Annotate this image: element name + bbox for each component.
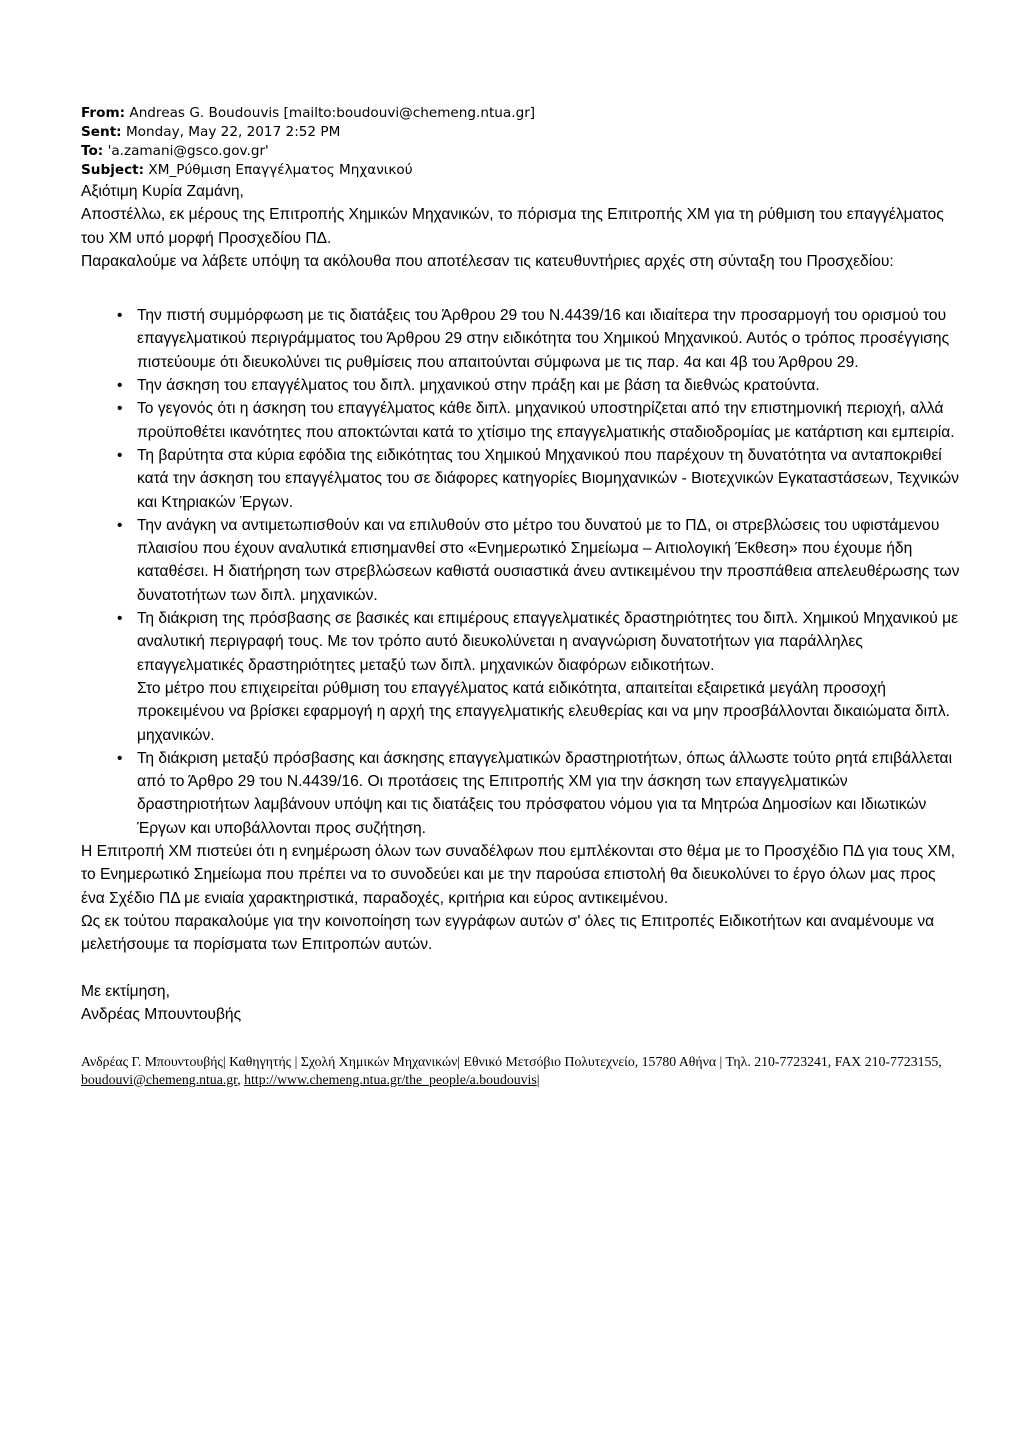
to-label: To: [81,143,104,159]
sent-row [81,123,961,142]
principles-list [81,304,961,840]
from-row [81,104,961,123]
list-item-extra-text: Στο μέτρο που επιχειρείται ρύθμιση του επαγγέλματος κατά ειδικότητα, απαιτείται εξαιρετικά μεγάλη προσοχή προκειμένου να βρίσκει εφαρμογή η αρχή της επαγγελματικής ελευθερίας και να μην προσβάλλονται δικαιώματα διπλ. μηχανικών. [137,679,950,744]
signature-details: Ανδρέας Γ. Μπουντουβής| Καθηγητής | Σχολή Χημικών Μηχανικών| Εθνικό Μετσόβιο Πολυτεχνείο, 15780 Αθήνα | Τηλ. 210-7723241, FAX 210-7723155, [81,1054,942,1070]
bullet-icon: • [117,307,123,325]
bullet-icon: • [117,749,123,767]
closing-text: Με εκτίμηση, [81,982,170,1000]
list-item-text: Την πιστή συμμόρφωση με τις διατάξεις του Άρθρου 29 του Ν.4439/16 και ιδιαίτερα την προσαρμογή του ορισμού του επαγγελματικού περιγράμματος του Άρθρου 29 στην ειδικότητα του Χημικού Μηχανικού. Αυτός ο τρόπος προσέγγισης πιστεύουμε ότι διευκολύνει τις ρυθμίσεις που απαιτούνται σύμφωνα με τις παρ. 4α και 4β του Άρθρου 29. [137,307,950,371]
list-item-text: Τη βαρύτητα στα κύρια εφόδια της ειδικότητας του Χημικού Μηχανικού που παρέχουν τη δυνατότητα να ανταποκριθεί κατά την άσκηση του επαγγέλματος του σε διάφορες κατηγορίες Βιομηχανικών - Βιοτεχνικών Εγκαταστάσεων, Τεχνικών και Κτηριακών Έργων. [137,446,959,511]
bullet-icon: • [117,610,123,628]
greeting: Αξιότιμη Κυρία Ζαμάνη, [81,183,244,200]
subject-row [81,161,961,180]
bullet-icon: • [117,400,123,418]
list-item [81,397,961,444]
subject-value: ΧΜ_Ρύθμιση Επαγγέλματος Μηχανικού [148,162,413,178]
list-item-text: Το γεγονός ότι η άσκηση του επαγγέλματος κάθε διπλ. μηχανικού υποστηρίζεται από την επιστημονική περιοχή, αλλά προϋποθέτει ικανότητες που αποκτώνται κατά το χτίσιμο της επαγγελματικής σταδιοδρομίας με κατάρτιση και εμπειρία. [137,400,955,441]
list-item [81,747,961,840]
email-body [81,180,961,1026]
to-row [81,142,961,161]
list-item-text: Τη διάκριση της πρόσβασης σε βασικές και επιμέρους επαγγελματικές δραστηριότητες του διπλ. Χημικού Μηχανικού με αναλυτική περιγραφή τους. Με τον τρόπο αυτό διευκολύνεται η αναγνώριση δυνατοτήτων για παράλληλες επαγγελματικές δραστηριότητες μεταξύ των διπλ. μηχανικών διαφόρων ειδικοτήτων. [137,610,959,674]
list-item-text: Την ανάγκη να αντιμετωπισθούν και να επιλυθούν στο μέτρο του δυνατού με το ΠΔ, οι στρεβλώσεις του υφιστάμενου πλαισίου που έχουν αναλυτικά επισημανθεί στο «Ενημερωτικό Σημείωμα – Αιτιολογική Έκθεση» που έχουμε ήδη καταθέσει. Η διατήρηση των στρεβλώσεων καθιστά ουσιαστικά άνευ αντικειμένου την προσπάθεια απελευθέρωσης των δυνατοτήτων των διπλ. μηχανικών. [137,516,960,604]
sent-value: Monday, May 22, 2017 2:52 PM [125,124,341,140]
sign-off [81,980,961,1027]
committee-paragraph: Η Επιτροπή ΧΜ πιστεύει ότι η ενημέρωση όλων των συναδέλφων που εμπλέκονται στο θέμα με το Προσχέδιο ΠΔ για τους ΧΜ, το Ενημερωτικό Σημείωμα που πρέπει να το συνοδεύει και με την παρούσα επιστολή θα διευκολύνει το έργο όλων μας προς ένα Σχέδιο ΠΔ με ενιαία χαρακτηριστικά, παραδοχές, κριτήρια και εύρος αντικειμένου. [81,843,956,907]
list-item [81,374,961,397]
bullet-icon: • [117,446,123,464]
signature-end-mark: | [536,1071,540,1087]
signature-email-link[interactable]: boudouvi@chemeng.ntua.gr [81,1071,238,1087]
request-paragraph: Παρακαλούμε να λάβετε υπόψη τα ακόλουθα που αποτέλεσαν τις κατευθυντήριες αρχές στη σύνταξη του Προσχεδίου: [81,252,894,270]
bullet-icon: • [117,377,123,395]
list-item-text: Τη διάκριση μεταξύ πρόσβασης και άσκησης επαγγελματικών δραστηριοτήτων, όπως άλλωστε τούτο ρητά επιβάλλεται από το Άρθρο 29 του Ν.4439/16. Οι προτάσεις της Επιτροπής ΧΜ για την άσκηση των επαγγελματικών δραστηριοτήτων λαμβάνουν υπόψη και τις διατάξεις του πρόσφατου νόμου για τα Μητρώα Δημοσίων και Ιδιωτικών Έργων και υποβάλλονται προς συζήτηση. [137,749,953,837]
list-item [81,514,961,607]
signature-separator: , [237,1071,241,1087]
request-notification-paragraph: Ως εκ τούτου παρακαλούμε για την κοινοποίηση των εγγράφων αυτών σ' όλες τις Επιτροπές Ειδικοτήτων και αναμένουμε να μελετήσουμε τα πορίσματα των Επιτροπών αυτών. [81,912,935,954]
list-item [81,607,961,747]
sent-label: Sent: [81,124,122,140]
from-label: From: [81,105,126,121]
list-item [81,444,961,514]
email-signature [81,1053,951,1088]
to-value: 'a.zamani@gsco.gov.gr' [107,143,269,159]
signature-website-link[interactable]: http://www.chemeng.ntua.gr/the_people/a.boudouvis [244,1071,537,1087]
email-document [81,104,961,1088]
intro-paragraph: Αποστέλλω, εκ μέρους της Επιτροπής Χημικών Μηχανικών, το πόρισμα της Επιτροπής ΧΜ για τη ρύθμιση του επαγγέλματος του ΧΜ υπό μορφή Προσχεδίου ΠΔ. [81,206,944,247]
bullet-icon: • [117,516,123,534]
email-header [81,104,961,180]
list-item [81,304,961,374]
list-item-text: Την άσκηση του επαγγέλματος του διπλ. μηχανικού στην πράξη και με βάση τα διεθνώς κρατούντα. [137,377,820,395]
subject-label: Subject: [81,162,145,178]
from-value: Andreas G. Boudouvis [mailto:boudouvi@chemeng.ntua.gr] [129,105,536,121]
signer-name: Ανδρέας Μπουντουβής [81,1005,242,1023]
